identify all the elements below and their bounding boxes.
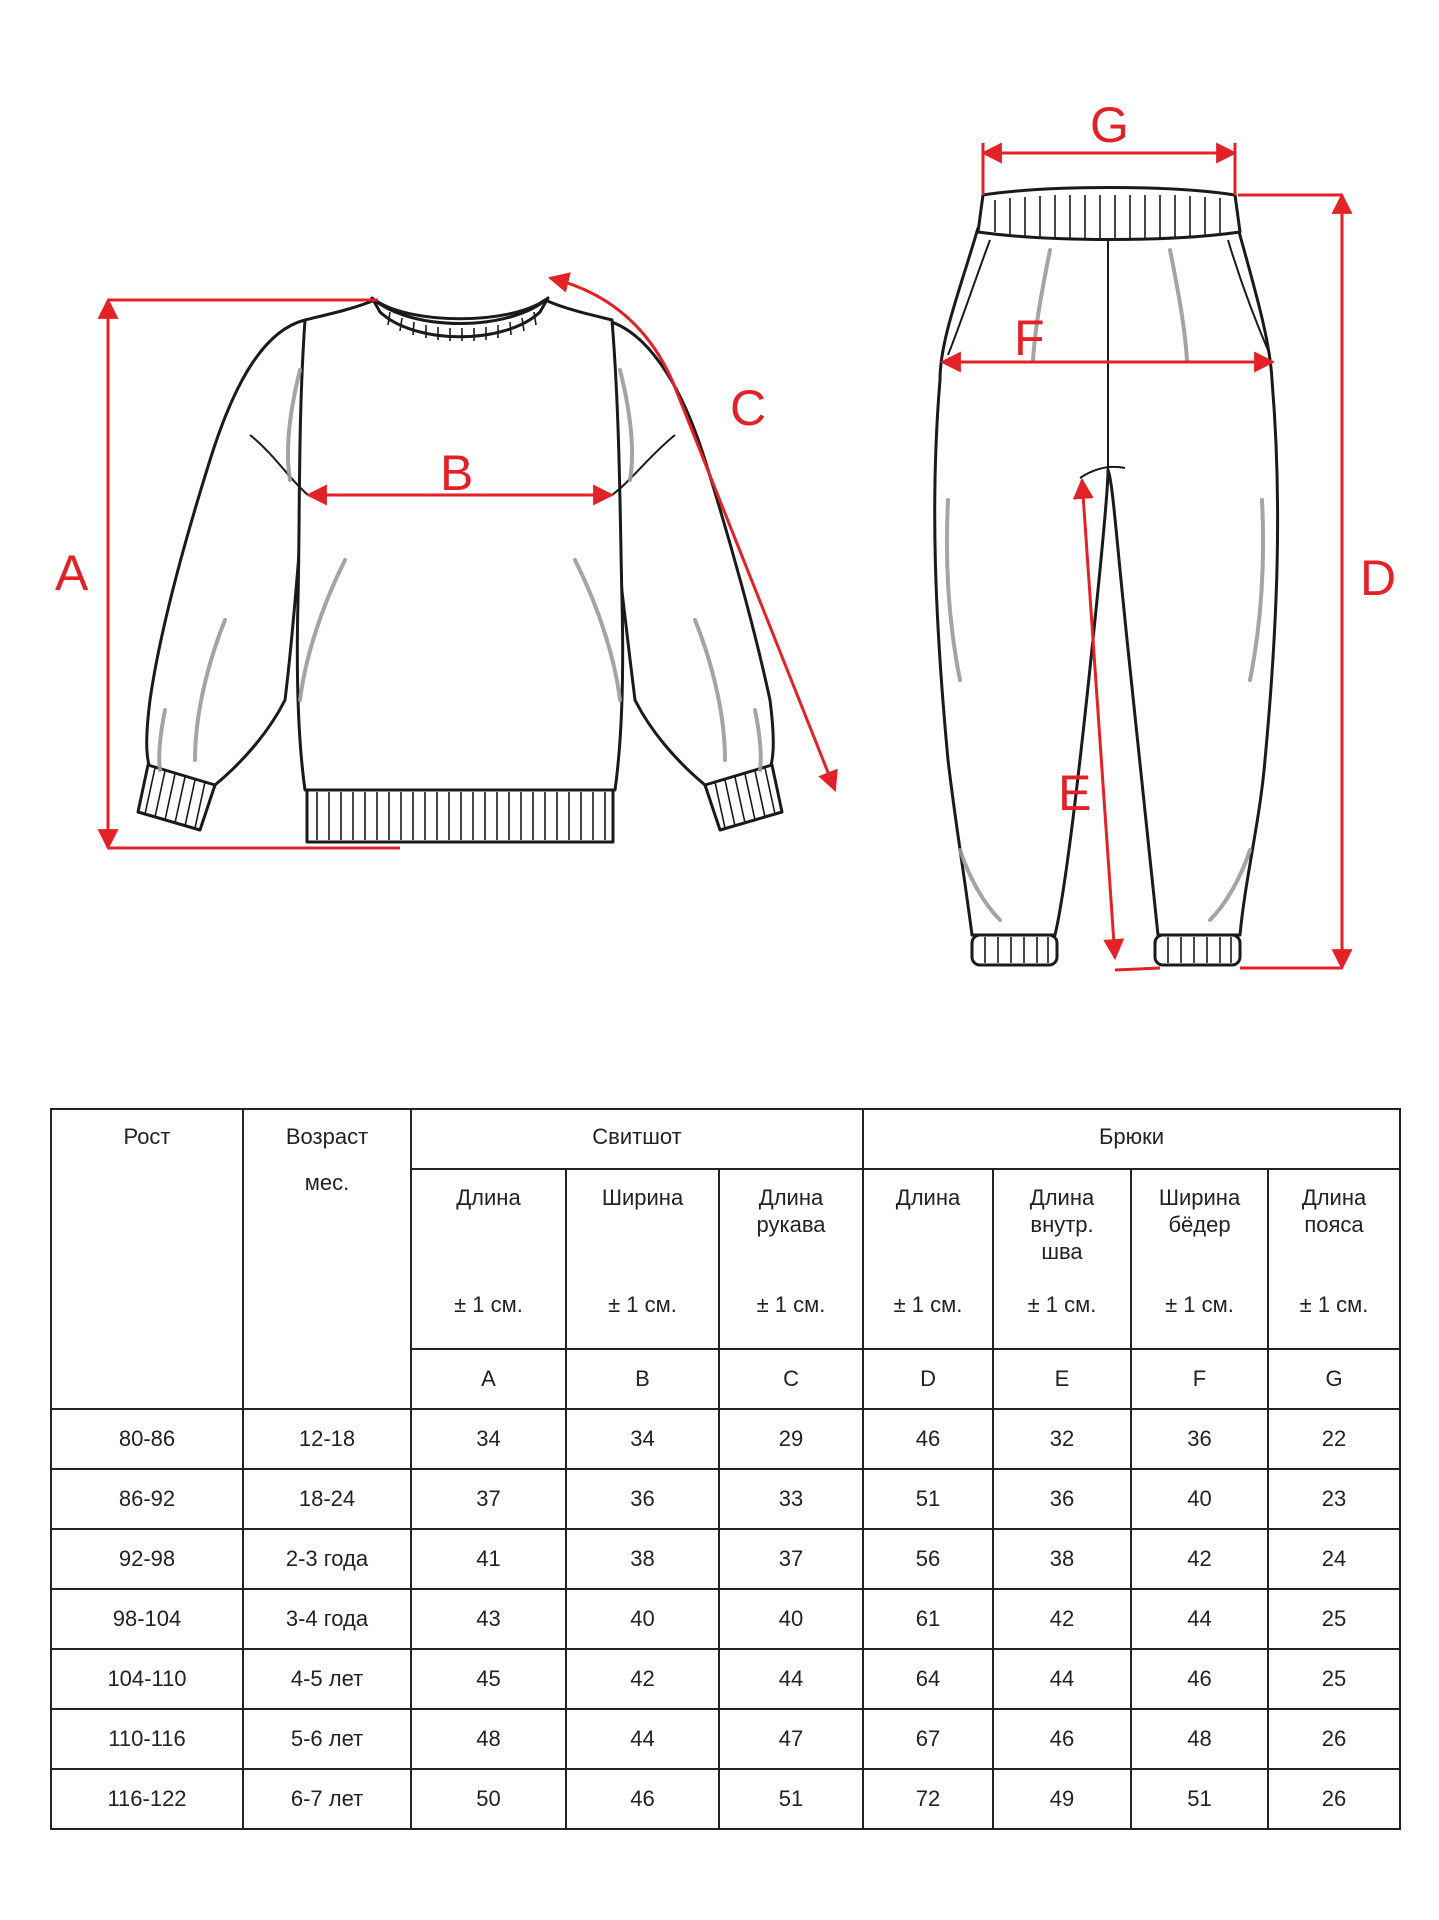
subheader-tolerance: ± 1 см.: [893, 1292, 963, 1317]
table-cell: 26: [1268, 1769, 1400, 1829]
subheader-name: Длина: [456, 1185, 521, 1210]
table-cell: 51: [1131, 1769, 1268, 1829]
header-sweatshirt: Свитшот: [411, 1109, 863, 1169]
table-row: [51, 1529, 1400, 1589]
table-cell: 51: [719, 1769, 863, 1829]
subheader-b: [566, 1169, 719, 1349]
table-cell: 40: [1131, 1469, 1268, 1529]
subheader-d: [863, 1169, 993, 1349]
measure-letter: B: [566, 1349, 719, 1409]
table-cell: 110-116: [51, 1709, 243, 1769]
table-cell: 41: [411, 1529, 566, 1589]
label-c: C: [730, 380, 767, 436]
table-cell: 36: [566, 1469, 719, 1529]
table-cell: 49: [993, 1769, 1131, 1829]
measure-letter: C: [719, 1349, 863, 1409]
table-cell: 25: [1268, 1589, 1400, 1649]
table-cell: 38: [566, 1529, 719, 1589]
table-cell: 45: [411, 1649, 566, 1709]
table-cell: 42: [1131, 1529, 1268, 1589]
subheader-tolerance: ± 1 см.: [756, 1292, 826, 1317]
table-cell: 25: [1268, 1649, 1400, 1709]
table-cell: 36: [993, 1469, 1131, 1529]
table-cell: 116-122: [51, 1769, 243, 1829]
header-age: Возраст мес.: [243, 1109, 411, 1409]
table-cell: 37: [411, 1469, 566, 1529]
table-cell: 48: [411, 1709, 566, 1769]
table-cell: 18-24: [243, 1469, 411, 1529]
table-cell: 38: [993, 1529, 1131, 1589]
table-cell: 23: [1268, 1469, 1400, 1529]
table-cell: 42: [566, 1649, 719, 1709]
table-cell: 34: [566, 1409, 719, 1469]
table-cell: 5-6 лет: [243, 1709, 411, 1769]
label-e: E: [1058, 765, 1092, 821]
table-row: [51, 1589, 1400, 1649]
label-g: G: [1090, 97, 1129, 153]
table-cell: 40: [566, 1589, 719, 1649]
table-cell: 2-3 года: [243, 1529, 411, 1589]
subheader-name: Ширина бёдер: [1158, 1185, 1241, 1237]
label-b: B: [440, 445, 474, 501]
sweatshirt-left-sleeve: [147, 320, 305, 785]
table-cell: 12-18: [243, 1409, 411, 1469]
table-cell: 33: [719, 1469, 863, 1529]
table-cell: 56: [863, 1529, 993, 1589]
table-cell: 64: [863, 1649, 993, 1709]
subheader-name: Ширина: [601, 1185, 684, 1210]
table-cell: 61: [863, 1589, 993, 1649]
table-cell: 44: [566, 1709, 719, 1769]
table-cell: 40: [719, 1589, 863, 1649]
subheader-tolerance: ± 1 см.: [608, 1292, 677, 1317]
table-cell: 29: [719, 1409, 863, 1469]
table-cell: 46: [1131, 1649, 1268, 1709]
table-cell: 92-98: [51, 1529, 243, 1589]
sweatshirt-body: [297, 300, 622, 790]
table-cell: 22: [1268, 1409, 1400, 1469]
table-cell: 6-7 лет: [243, 1769, 411, 1829]
table-row: [51, 1469, 1400, 1529]
table-cell: 46: [863, 1409, 993, 1469]
table-cell: 3-4 года: [243, 1589, 411, 1649]
subheader-f: [1131, 1169, 1268, 1349]
label-f: F: [1014, 310, 1045, 366]
measure-letter: G: [1268, 1349, 1400, 1409]
pants-waistband: [978, 188, 1240, 240]
table-row: [51, 1769, 1400, 1829]
subheader-a: [411, 1169, 566, 1349]
table-cell: 47: [719, 1709, 863, 1769]
table-row: [51, 1409, 1400, 1469]
table-cell: 48: [1131, 1709, 1268, 1769]
table-cell: 43: [411, 1589, 566, 1649]
table-cell: 37: [719, 1529, 863, 1589]
subheader-name: Длина внутр. шва: [1029, 1185, 1095, 1264]
sweatshirt-drawing: [138, 298, 782, 842]
table-cell: 50: [411, 1769, 566, 1829]
label-a: A: [55, 545, 89, 601]
table-cell: 44: [993, 1649, 1131, 1709]
table-cell: 44: [1131, 1589, 1268, 1649]
measure-letter: E: [993, 1349, 1131, 1409]
table-cell: 98-104: [51, 1589, 243, 1649]
table-cell: 46: [993, 1709, 1131, 1769]
table-row: [51, 1709, 1400, 1769]
subheader-c: [719, 1169, 863, 1349]
subheader-tolerance: ± 1 см.: [454, 1292, 523, 1317]
table-cell: 104-110: [51, 1649, 243, 1709]
label-d: D: [1360, 550, 1397, 606]
measure-letter: F: [1131, 1349, 1268, 1409]
table-cell: 32: [993, 1409, 1131, 1469]
table-cell: 67: [863, 1709, 993, 1769]
measure-letter: D: [863, 1349, 993, 1409]
table-cell: 42: [993, 1589, 1131, 1649]
subheader-name: Длина: [895, 1185, 961, 1210]
table-cell: 51: [863, 1469, 993, 1529]
subheader-g: [1268, 1169, 1400, 1349]
measure-letter: A: [411, 1349, 566, 1409]
subheader-name: Длина рукава: [756, 1185, 826, 1237]
subheader-tolerance: ± 1 см.: [1165, 1292, 1234, 1317]
table-cell: 24: [1268, 1529, 1400, 1589]
subheader-tolerance: ± 1 см.: [1299, 1292, 1369, 1317]
table-cell: 34: [411, 1409, 566, 1469]
size-table: [50, 1108, 1401, 1830]
table-cell: 80-86: [51, 1409, 243, 1469]
table-cell: 26: [1268, 1709, 1400, 1769]
table-cell: 46: [566, 1769, 719, 1829]
table-cell: 86-92: [51, 1469, 243, 1529]
header-height: Рост: [51, 1109, 243, 1409]
subheader-e: [993, 1169, 1131, 1349]
table-cell: 36: [1131, 1409, 1268, 1469]
header-pants: Брюки: [863, 1109, 1400, 1169]
table-cell: 4-5 лет: [243, 1649, 411, 1709]
subheader-tolerance: ± 1 см.: [1027, 1292, 1097, 1317]
subheader-name: Длина пояса: [1301, 1185, 1367, 1237]
table-cell: 72: [863, 1769, 993, 1829]
table-cell: 44: [719, 1649, 863, 1709]
table-row: [51, 1649, 1400, 1709]
